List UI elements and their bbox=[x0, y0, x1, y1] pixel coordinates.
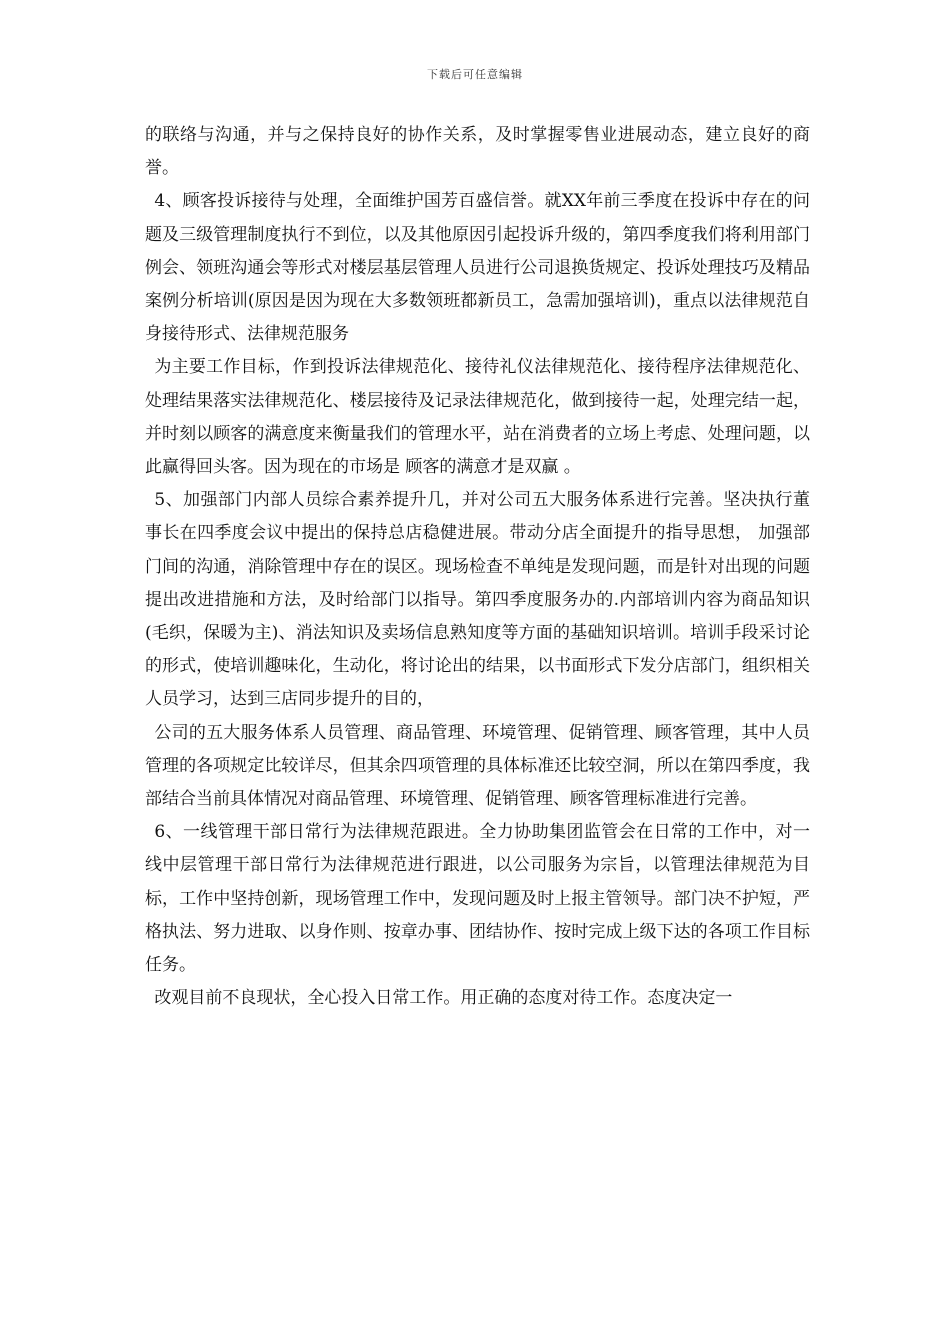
paragraph-3: 为主要工作目标，作到投诉法律规范化、接待礼仪法律规范化、接待程序法律规范化、处理结果落实法律规范化、楼层接待及记录法律规范化，做到接待一起，处理完结一起，并时刻以顾客的满意度来衡量我们的管理水平，站在消费者的立场上考虑、处理问题，以此赢得回头客。因为现在的市场是 顾客的满意才是双赢 。 bbox=[145, 357, 810, 478]
header-note: 下载后可任意编辑 bbox=[427, 68, 523, 81]
paragraph-7: 改观目前不良现状，全心投入日常工作。用正确的态度对待工作。态度决定一 bbox=[154, 988, 733, 1009]
paragraph-4: 5、加强部门内部人员综合素养提升几，并对公司五大服务体系进行完善。坚决执行董事长在四季度会议中提出的保持总店稳健进展。带动分店全面提升的指导思想， 加强部门间的沟通，消除管理中存在的误区。现场检查不单纯是发现问题，而是针对出现的问题提出改进措施和方法，及时给部门以指导。第四季度服务办的.内部培训内容为商品知识(毛织，保暖为主)、消法知识及卖场信息熟知度等方面的基础知识培训。培训手段采讨论的形式，使培训趣味化，生动化，将讨论出的结果，以书面形式下发分店部门，组织相关人员学习，达到三店同步提升的目的， bbox=[145, 490, 810, 710]
paragraph-6: 6、一线管理干部日常行为法律规范跟进。全力协助集团监管会在日常的工作中，对一线中层管理干部日常行为法律规范进行跟进，以公司服务为宗旨，以管理法律规范为目标，工作中坚持创新，现场管理工作中，发现问题及时上报主管领导。部门决不护短，严格执法、努力进取、以身作则、按章办事、团结协作、按时完成上级下达的各项工作目标任务。 bbox=[145, 822, 810, 976]
paragraph-2: 4、顾客投诉接待与处理，全面维护国芳百盛信誉。就XX年前三季度在投诉中存在的问题及三级管理制度执行不到位，以及其他原因引起投诉升级的，第四季度我们将利用部门例会、领班沟通会等形式对楼层基层管理人员进行公司退换货规定、投诉处理技巧及精品案例分析培训(原因是因为现在大多数领班都新员工，急需加强培训)，重点以法律规范自身接待形式、法律规范服务 bbox=[145, 191, 810, 345]
paragraph-1: 的联络与沟通，并与之保持良好的协作关系，及时掌握零售业进展动态，建立良好的商誉。 bbox=[145, 125, 810, 179]
paragraph-5: 公司的五大服务体系人员管理、商品管理、环境管理、促销管理、顾客管理，其中人员管理的各项规定比较详尽，但其余四项管理的具体标准还比较空洞，所以在第四季度，我部结合当前具体情况对商品管理、环境管理、促销管理、顾客管理标准进行完善。 bbox=[145, 722, 810, 810]
document-body bbox=[145, 119, 810, 1015]
